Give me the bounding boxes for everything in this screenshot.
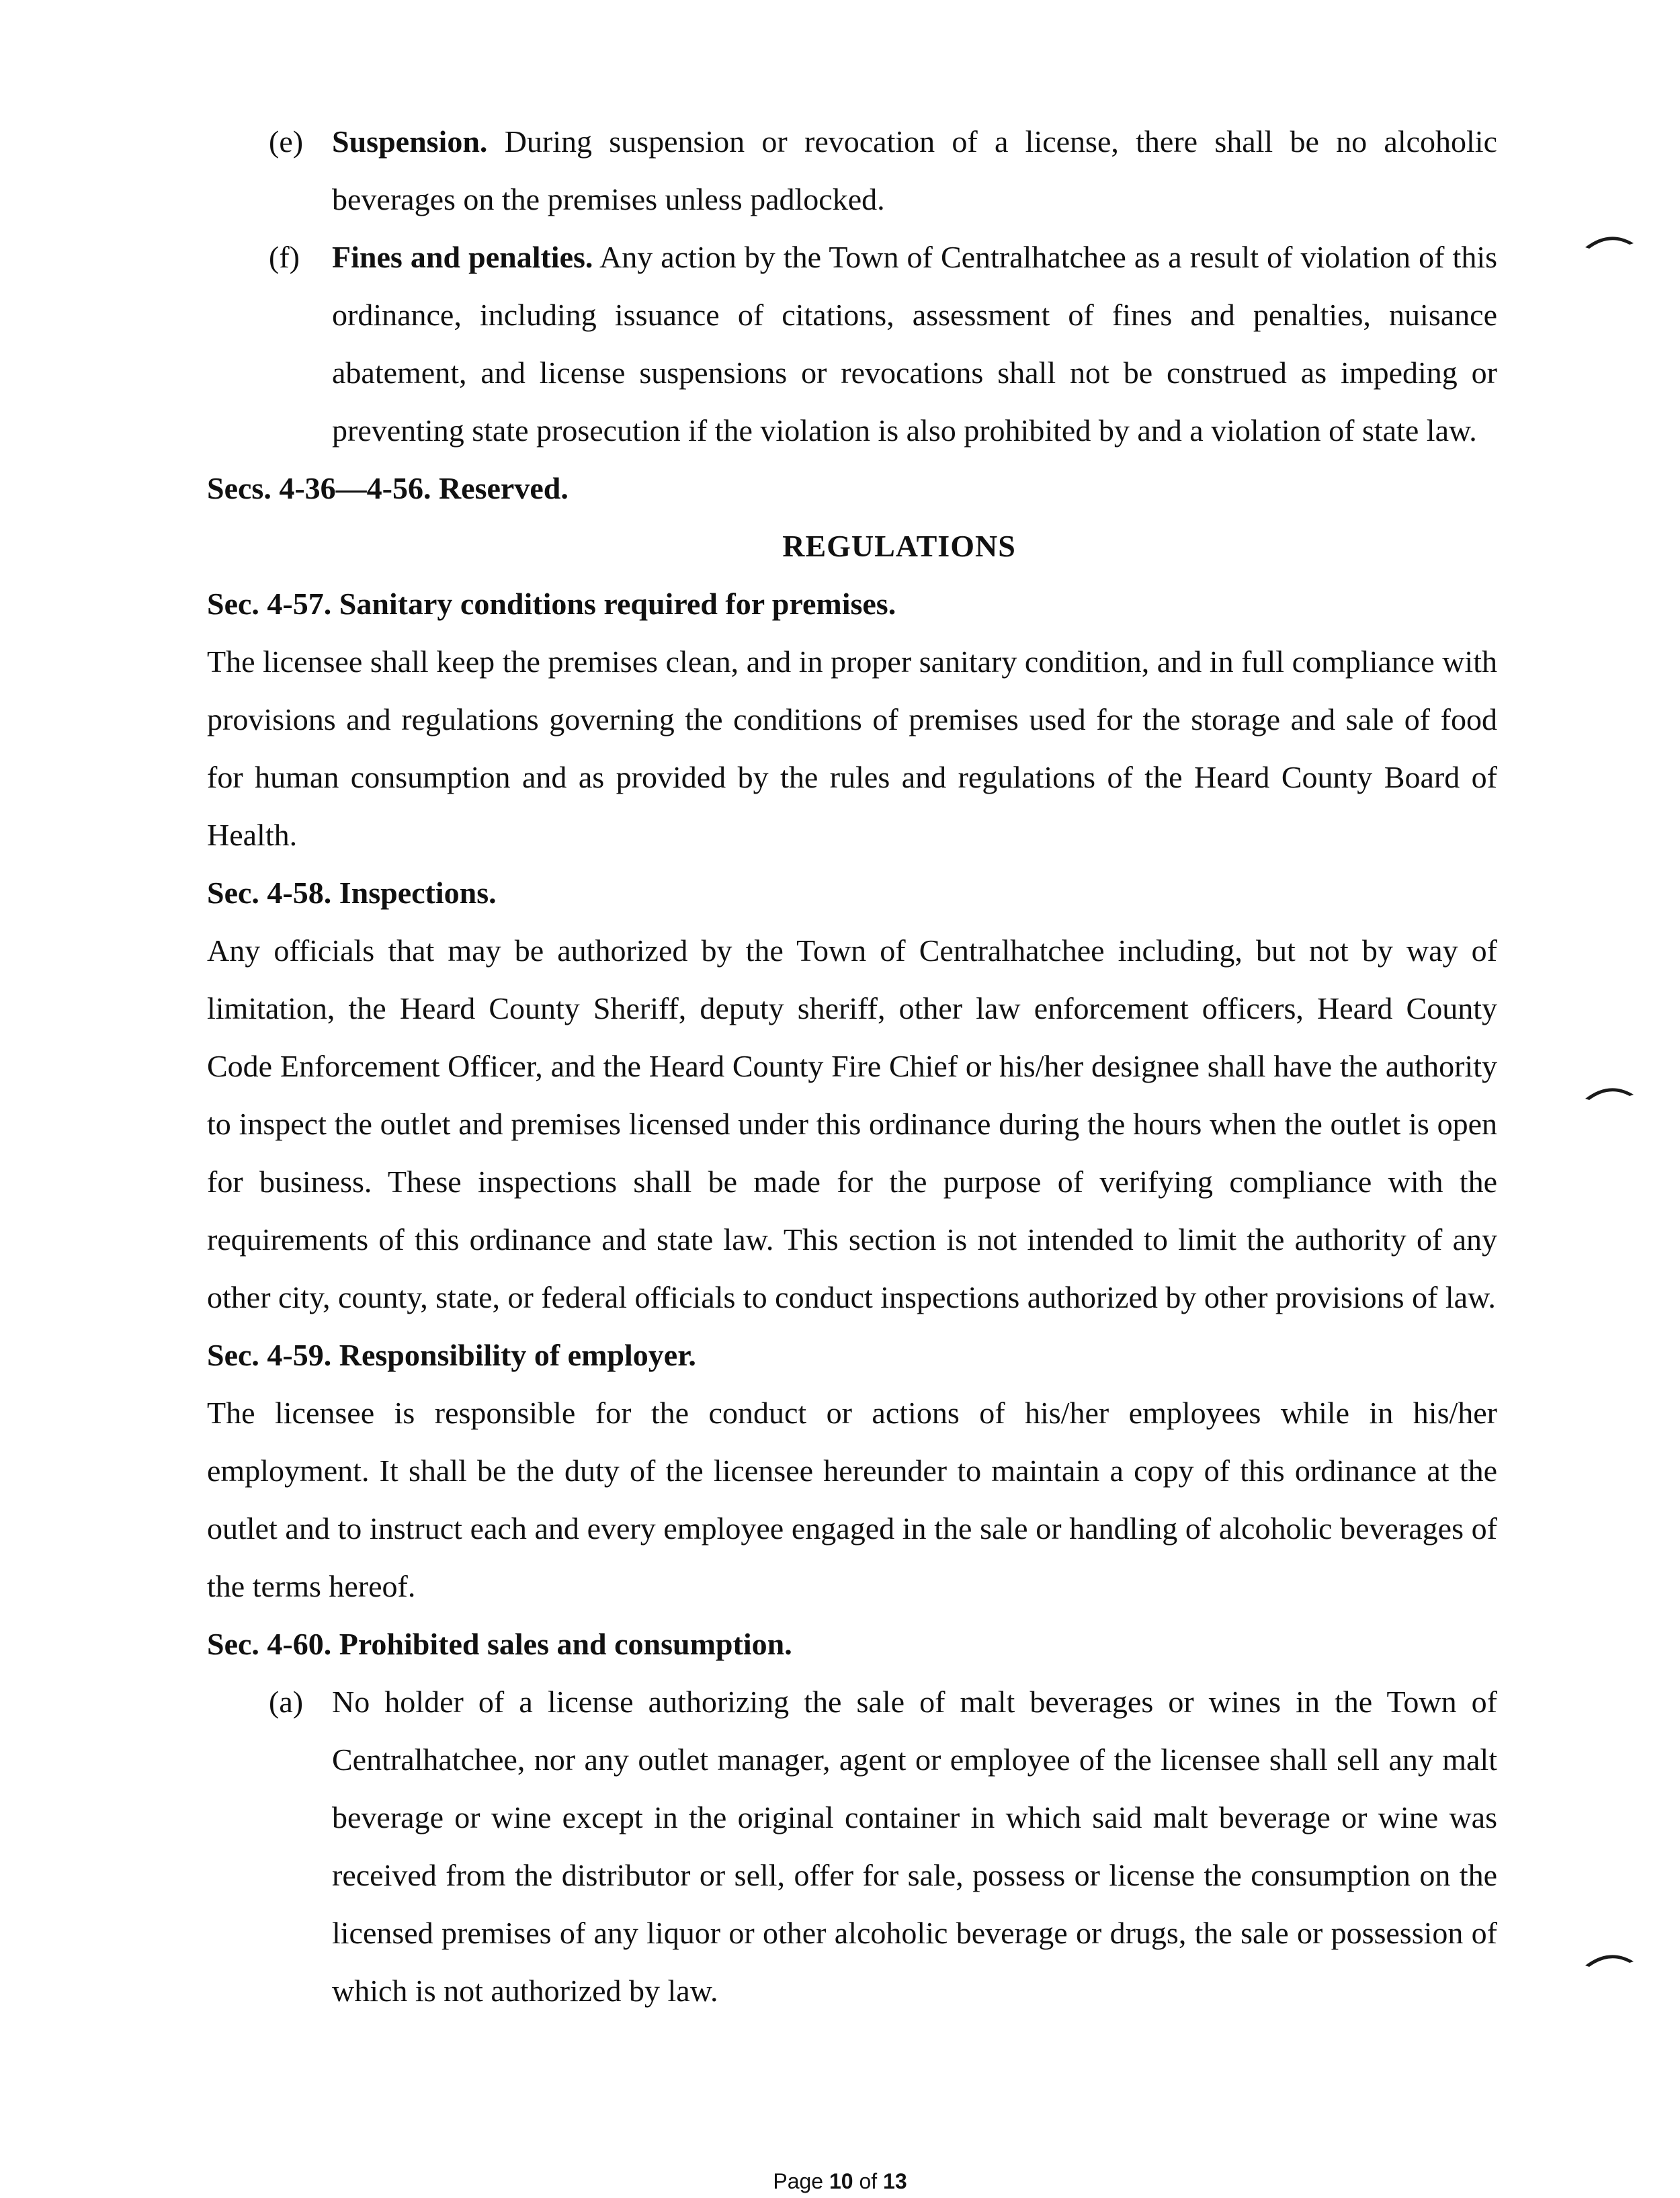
reserved-sections-heading: Secs. 4-36—4-56. Reserved.: [207, 471, 569, 505]
section-heading-4-57: Sec. 4-57. Sanitary conditions required for premises.: [207, 587, 896, 621]
footer-current-page: 10: [829, 2169, 853, 2193]
footer-total-pages: 13: [883, 2169, 907, 2193]
footer-separator: of: [859, 2169, 878, 2193]
subsection-marker: (f): [269, 240, 300, 274]
subsection-heading: Suspension.: [332, 124, 488, 159]
section-text-4-58: Any officials that may be authorized by the Town of Centralhatchee including, but not by way of limitation, the Heard County Sheriff, deputy sheriff, other law enforcement officers, Heard County Code Enforcement Officer, and the Heard County Fire Chief or his/her designee shall have the authority to inspect the outlet and premises licensed under this ordinance during the hours when the outlet is open for business. These inspections shall be made for the purpose of verifying compliance with the requirements of this ordinance and state law. This section is not intended to limit the authority of any other city, county, state, or federal officials to conduct inspections authorized by other provisions of law.: [207, 933, 1497, 1314]
subsection-text: No holder of a license authorizing the sale of malt beverages or wines in the Town of Centralhatchee, nor any outlet manager, agent or employee of the licensee shall sell any malt beverage or wine except in the original container in which said malt beverage or wine was received from the distributor or sell, offer for sale, possess or license the consumption on the licensed premises of any liquor or other alcoholic beverage or drugs, the sale or possession of which is not authorized by law.: [332, 1685, 1497, 2008]
subsection-marker: (a): [269, 1685, 304, 1719]
subsection-text: During suspension or revocation of a license, there shall be no alcoholic beverages on the premises unless padlocked.: [332, 124, 1498, 216]
subsection-heading: Fines and penalties.: [332, 240, 593, 274]
document-body: [207, 113, 1497, 2020]
section-text-4-59: The licensee is responsible for the conduct or actions of his/her employees while in his/her employment. It shall be the duty of the licensee hereunder to maintain a copy of this ordinance at the outlet and to instruct each and every employee engaged in the sale or handling of alcoholic beverages of the terms hereof.: [207, 1396, 1497, 1603]
section-heading-4-58: Sec. 4-58. Inspections.: [207, 876, 497, 910]
section-heading-4-60: Sec. 4-60. Prohibited sales and consumption.: [207, 1627, 792, 1661]
subsection-a: [207, 1673, 1497, 2020]
subsection-e: [207, 113, 1497, 228]
subsection-text: Any action by the Town of Centralhatchee as a result of violation of this ordinance, including issuance of citations, assessment of fines and penalties, nuisance abatement, and license suspensions or revocations shall not be construed as impeding or preventing state prosecution if the violation is also prohibited by and a violation of state law.: [332, 240, 1497, 448]
page-footer: [0, 2169, 1680, 2194]
scan-mark-icon: [1583, 227, 1636, 254]
scan-mark-icon: [1583, 1079, 1636, 1105]
regulations-title: REGULATIONS: [782, 529, 1016, 563]
subsection-f: [207, 228, 1497, 460]
subsection-marker: (e): [269, 124, 304, 159]
section-heading-4-59: Sec. 4-59. Responsibility of employer.: [207, 1338, 696, 1372]
section-text-4-57: The licensee shall keep the premises clean, and in proper sanitary condition, and in full compliance with provisions and regulations governing the conditions of premises used for the storage and sale of food for human consumption and as provided by the rules and regulations of the Heard County Board of Health.: [207, 644, 1497, 852]
footer-prefix: Page: [773, 2169, 824, 2193]
scan-mark-icon: [1583, 1945, 1636, 1972]
